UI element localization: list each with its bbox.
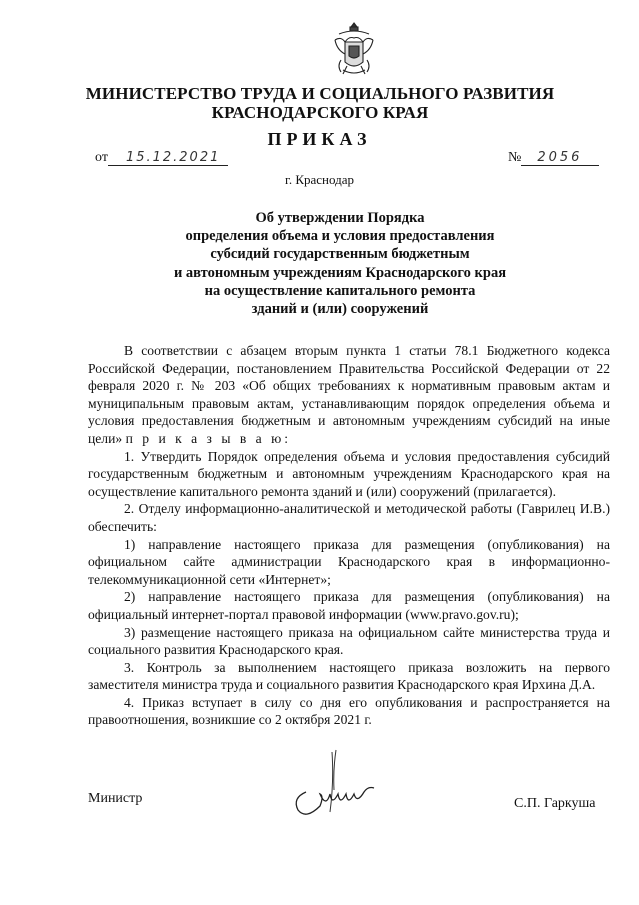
ministry-name-line2: КРАСНОДАРСКОГО КРАЯ	[211, 103, 429, 122]
coat-of-arms-icon	[331, 20, 377, 76]
paragraph-2-item-2: 2) направление настоящего приказа для размещения (опубликования) на официальный интернет-портал правовой информации (www.pravo.gov.ru);	[88, 589, 610, 622]
number-prefix: №	[508, 150, 522, 165]
paragraph-2-item-1: 1) направление настоящего приказа для размещения (опубликования) на официальном сайте администрации Краснодарского края в информационно-телекоммуникационной сети «Интернет»;	[88, 536, 610, 587]
number-value: 2056	[521, 150, 599, 166]
title-line: на осуществление капитального ремонта	[204, 282, 476, 299]
order-date	[95, 150, 228, 166]
title-line: и автономным учреждениям Краснодарского края	[173, 264, 507, 281]
signatory-name: С.П. Гаркуша	[514, 796, 596, 811]
title-line: Об утверждении Порядка	[255, 210, 425, 226]
paragraph-2: 2. Отделу информационно-аналитической и методической работы (Гаврилец И.В.) обеспечить:	[88, 501, 610, 534]
title-line: зданий и (или) сооружений	[251, 301, 429, 318]
document-type-heading: ПРИКАЗ	[267, 129, 372, 149]
orders-word: п р и к а з ы в а ю:	[125, 430, 292, 446]
paragraph-4: 4. Приказ вступает в силу со дня его опубликования и распространяется на правоотношения, возникшие со 2 октября 2021 г.	[88, 694, 610, 728]
title-line: субсидий государственным бюджетным	[210, 246, 470, 263]
intro-paragraph	[88, 342, 610, 448]
date-prefix: от	[95, 150, 108, 165]
order-number	[508, 150, 599, 166]
signature-icon	[278, 748, 388, 828]
date-value: 15.12.2021	[108, 150, 228, 166]
paragraph-1: 1. Утвердить Порядок определения объема и условия предоставления субсидий государственным бюджетным и автономным учреждениям Краснодарского края на осуществление капитального ремонта зданий и (или) сооружений (прилагается).	[88, 448, 610, 499]
ministry-name-line1: МИНИСТЕРСТВО ТРУДА И СОЦИАЛЬНОГО РАЗВИТИЯ	[85, 84, 555, 103]
city: г. Краснодар	[284, 172, 355, 187]
paragraph-3: 3. Контроль за выполнением настоящего приказа возложить на первого заместителя министра труда и социального развития Краснодарского края Ирхина Д.А.	[88, 659, 610, 693]
title-line: определения объема и условия предоставления	[185, 228, 495, 245]
document-title	[120, 209, 560, 318]
document-body	[88, 342, 610, 729]
paragraph-2-item-3: 3) размещение настоящего приказа на официальном сайте министерства труда и социального развития Краснодарского края.	[88, 624, 610, 658]
intro-text: В соответствии с абзацем вторым пункта 1 статьи 78.1 Бюджетного кодекса Российской Федерации, постановлением Правительства Российской Федерации от 22 февраля 2020 г. № 203 «Об общих требованиях к нормативным правовым актам и муниципальным правовым актам, устанавливающим порядок определения объема и условия предоставления бюджетным и автономным учреждениям субсидий на иные цели»	[88, 343, 610, 446]
signatory-position: Министр	[88, 791, 143, 806]
